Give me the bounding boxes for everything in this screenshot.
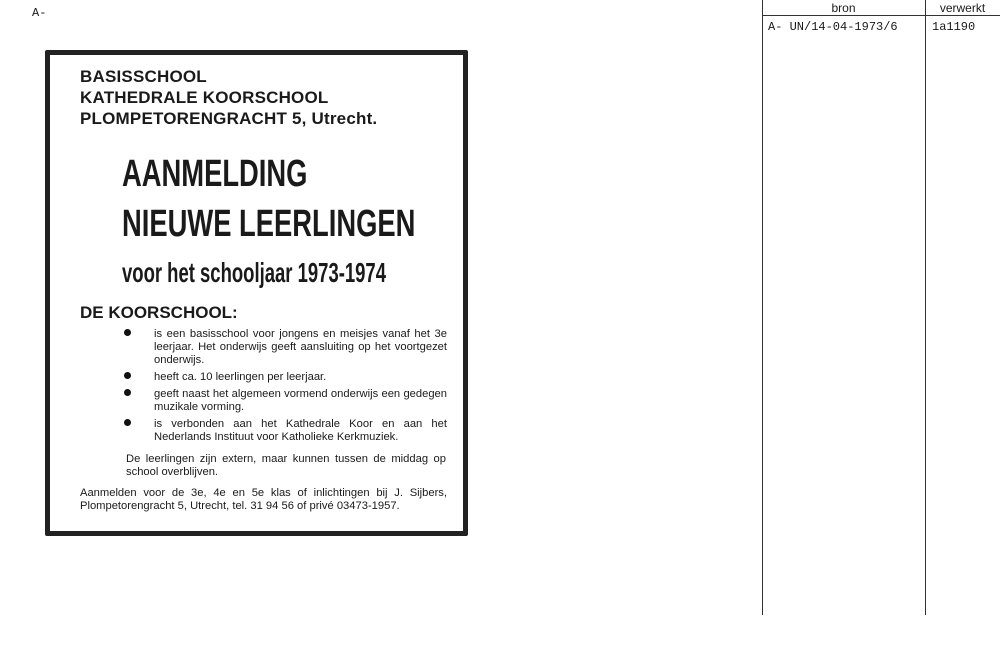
note-text: De leerlingen zijn extern, maar kunnen tussen de middag op school overblijven. bbox=[126, 453, 446, 478]
advertisement-box bbox=[45, 50, 468, 536]
school-name: BASISSCHOOL bbox=[80, 67, 207, 86]
table-divider bbox=[762, 15, 1000, 16]
school-subname: KATHEDRALE KOORSCHOOL bbox=[80, 88, 329, 107]
header-verwerkt: verwerkt bbox=[939, 1, 986, 15]
title-aanmelding: AANMELDING bbox=[122, 153, 308, 195]
bullet-text: heeft ca. 10 leerlingen per leerjaar. bbox=[154, 371, 327, 383]
cell-verwerkt: 1a1190 bbox=[932, 20, 976, 34]
title-nieuwe-leerlingen: NIEUWE LEERLINGEN bbox=[122, 203, 416, 245]
contact-text: Aanmelden voor de 3e, 4e en 5e klas of inlichtingen bij J. Sijbers, Plompetorengracht 5, Utrecht, tel. 31 94 56 of privé 03473-1957. bbox=[80, 487, 447, 512]
list-item bbox=[122, 418, 447, 444]
list-item bbox=[122, 388, 447, 414]
bullet-list bbox=[122, 328, 447, 448]
school-address: PLOMPETORENGRACHT 5, Utrecht. bbox=[80, 109, 378, 128]
list-item bbox=[122, 328, 447, 367]
bullet-text: geeft naast het algemeen vormend onderwijs een gedegen muzikale vorming. bbox=[154, 388, 447, 413]
subtitle-schooljaar: voor het schooljaar 1973-1974 bbox=[122, 257, 386, 288]
corner-mark: A- bbox=[32, 6, 47, 20]
bullet-text: is verbonden aan het Kathedrale Koor en aan het Nederlands Instituut voor Katholieke Kerkmuziek. bbox=[154, 418, 447, 443]
bullet-icon bbox=[124, 329, 131, 336]
cell-bron: A- UN/14-04-1973/6 bbox=[768, 20, 898, 34]
section-title: DE KOORSCHOOL: bbox=[80, 303, 238, 322]
bullet-text: is een basisschool voor jongens en meisjes vanaf het 3e leerjaar. Het onderwijs geeft aansluiting op het voortgezet onderwijs. bbox=[154, 328, 447, 366]
table-divider bbox=[925, 0, 926, 615]
bullet-icon bbox=[124, 372, 131, 379]
table-divider bbox=[762, 0, 763, 615]
bullet-icon bbox=[124, 419, 131, 426]
header-bron: bron bbox=[831, 1, 856, 15]
list-item bbox=[122, 371, 447, 384]
bullet-icon bbox=[124, 389, 131, 396]
